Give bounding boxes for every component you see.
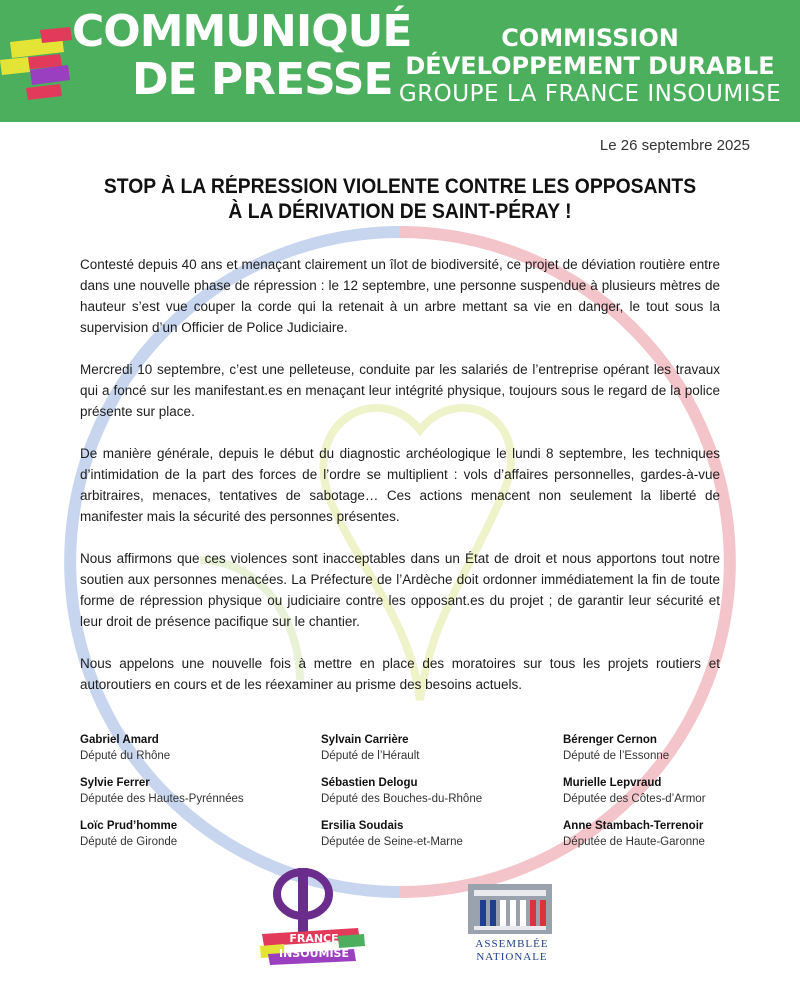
an-logo-line-2: NATIONALE <box>476 951 548 963</box>
signatory-role: Député de Gironde <box>80 836 178 848</box>
signatory-name: Sylvie Ferrer <box>80 777 150 789</box>
lfi-logo-line-1: FRANCE <box>289 932 339 945</box>
signatory-role: Députée de Haute-Garonne <box>563 836 705 848</box>
signatory-role: Députée de Seine-et-Marne <box>321 836 463 848</box>
paragraph: Nous affirmons que ces violences sont inacceptables dans un État de droit et nous apportons tout notre soutien aux personnes menacées. La Préfecture de l’Ardèche doit ordonner immédiatement la fin de toute forme de répression physique ou judiciaire contre les opposant.es du projet ; de garantir leur sécurité et leur droit de présence pacifique sur le chantier. <box>80 551 720 629</box>
signatory <box>80 776 290 819</box>
lfi-logo-line-2: INSOUMISE <box>279 947 349 960</box>
an-logo-line-1: ASSEMBLÉE <box>475 938 549 950</box>
signatory-role: Député de l’Hérault <box>321 750 420 762</box>
signatory <box>80 819 290 862</box>
paragraph: De manière générale, depuis le début du diagnostic archéologique le lundi 8 septembre, les techniques d’intimidation de la part des forces de l’ordre se multiplient : vols d’affaires personnelles, gardes-à-vue arbitraires, menaces, tentatives de sabotage… Ces actions menacent non seulement la liberté de manifester mais la sécurité des personnes présentes. <box>80 446 720 524</box>
signatory-role: Député des Bouches-du-Rhône <box>321 793 483 805</box>
assemblee-building-icon <box>462 884 562 936</box>
signatory-role: Député du Rhône <box>80 750 171 762</box>
signatory-role: Députée des Côtes-d’Armor <box>563 793 706 805</box>
signatory <box>321 776 531 819</box>
signatory <box>563 776 773 819</box>
commission-line-3: GROUPE LA FRANCE INSOUMISE <box>398 81 782 107</box>
header-banner <box>0 0 800 122</box>
press-release-line-1: COMMUNIQUÉ <box>72 6 412 57</box>
signatory-name: Murielle Lepvraud <box>563 777 662 789</box>
signatories-column-3 <box>563 733 773 862</box>
signatory <box>321 733 531 776</box>
press-release-heading <box>72 8 411 104</box>
press-release-line-2: DE PRESSE <box>132 54 393 105</box>
title-line-1: STOP À LA RÉPRESSION VIOLENTE CONTRE LES OPPOSANTS <box>103 175 697 198</box>
signatory-name: Anne Stambach-Terrenoir <box>563 820 704 832</box>
signatory-name: Ersilia Soudais <box>321 820 404 832</box>
paragraph: Mercredi 10 septembre, c’est une pelleteuse, conduite par les salariés de l’entreprise opérant les travaux qui a foncé sur les manifestant.es en menaçant leur intégrité physique, toujours sous le regard de la police présente sur place. <box>80 362 720 419</box>
commission-line-1: COMMISSION <box>501 24 679 52</box>
assemblee-nationale-logo <box>462 884 562 964</box>
commission-heading <box>380 24 800 108</box>
lfi-flag-icon <box>0 0 80 122</box>
france-insoumise-logo-icon <box>258 866 368 966</box>
signatories-column-1 <box>80 733 290 862</box>
body-text <box>80 254 720 716</box>
signatory-name: Loïc Prud’homme <box>80 820 178 832</box>
signatory-role: Députée des Hautes-Pyrénnées <box>80 793 244 805</box>
signatory <box>563 819 773 862</box>
signatory-name: Bérenger Cernon <box>563 734 657 746</box>
publication-date: Le 26 septembre 2025 <box>599 137 750 154</box>
signatory <box>80 733 290 776</box>
signatory-name: Gabriel Amard <box>80 734 159 746</box>
commission-line-2: DÉVELOPPEMENT DURABLE <box>405 52 775 80</box>
paragraph: Contesté depuis 40 ans et menaçant clairement un îlot de biodiversité, ce projet de déviation routière entre dans une nouvelle phase de répression : le 12 septembre, une personne suspendue à plusieurs mètres de hauteur s’est vue couper la corde qui la retenait à un arbre mettant sa vie en danger, le tout sous la supervision d’un Officier de Police Judiciaire. <box>80 257 720 335</box>
document-title <box>69 174 731 224</box>
signatories-column-2 <box>321 733 531 862</box>
signatory-name: Sébastien Delogu <box>321 777 418 789</box>
signatory <box>563 733 773 776</box>
title-line-2: À LA DÉRIVATION DE SAINT-PÉRAY ! <box>228 200 572 223</box>
signatory <box>321 819 531 862</box>
paragraph: Nous appelons une nouvelle fois à mettre en place des moratoires sur tous les projets routiers et autoroutiers en cours et de les réexaminer au prisme des besoins actuels. <box>80 656 720 692</box>
signatory-role: Député de l’Essonne <box>563 750 670 762</box>
signatory-name: Sylvain Carrière <box>321 734 409 746</box>
